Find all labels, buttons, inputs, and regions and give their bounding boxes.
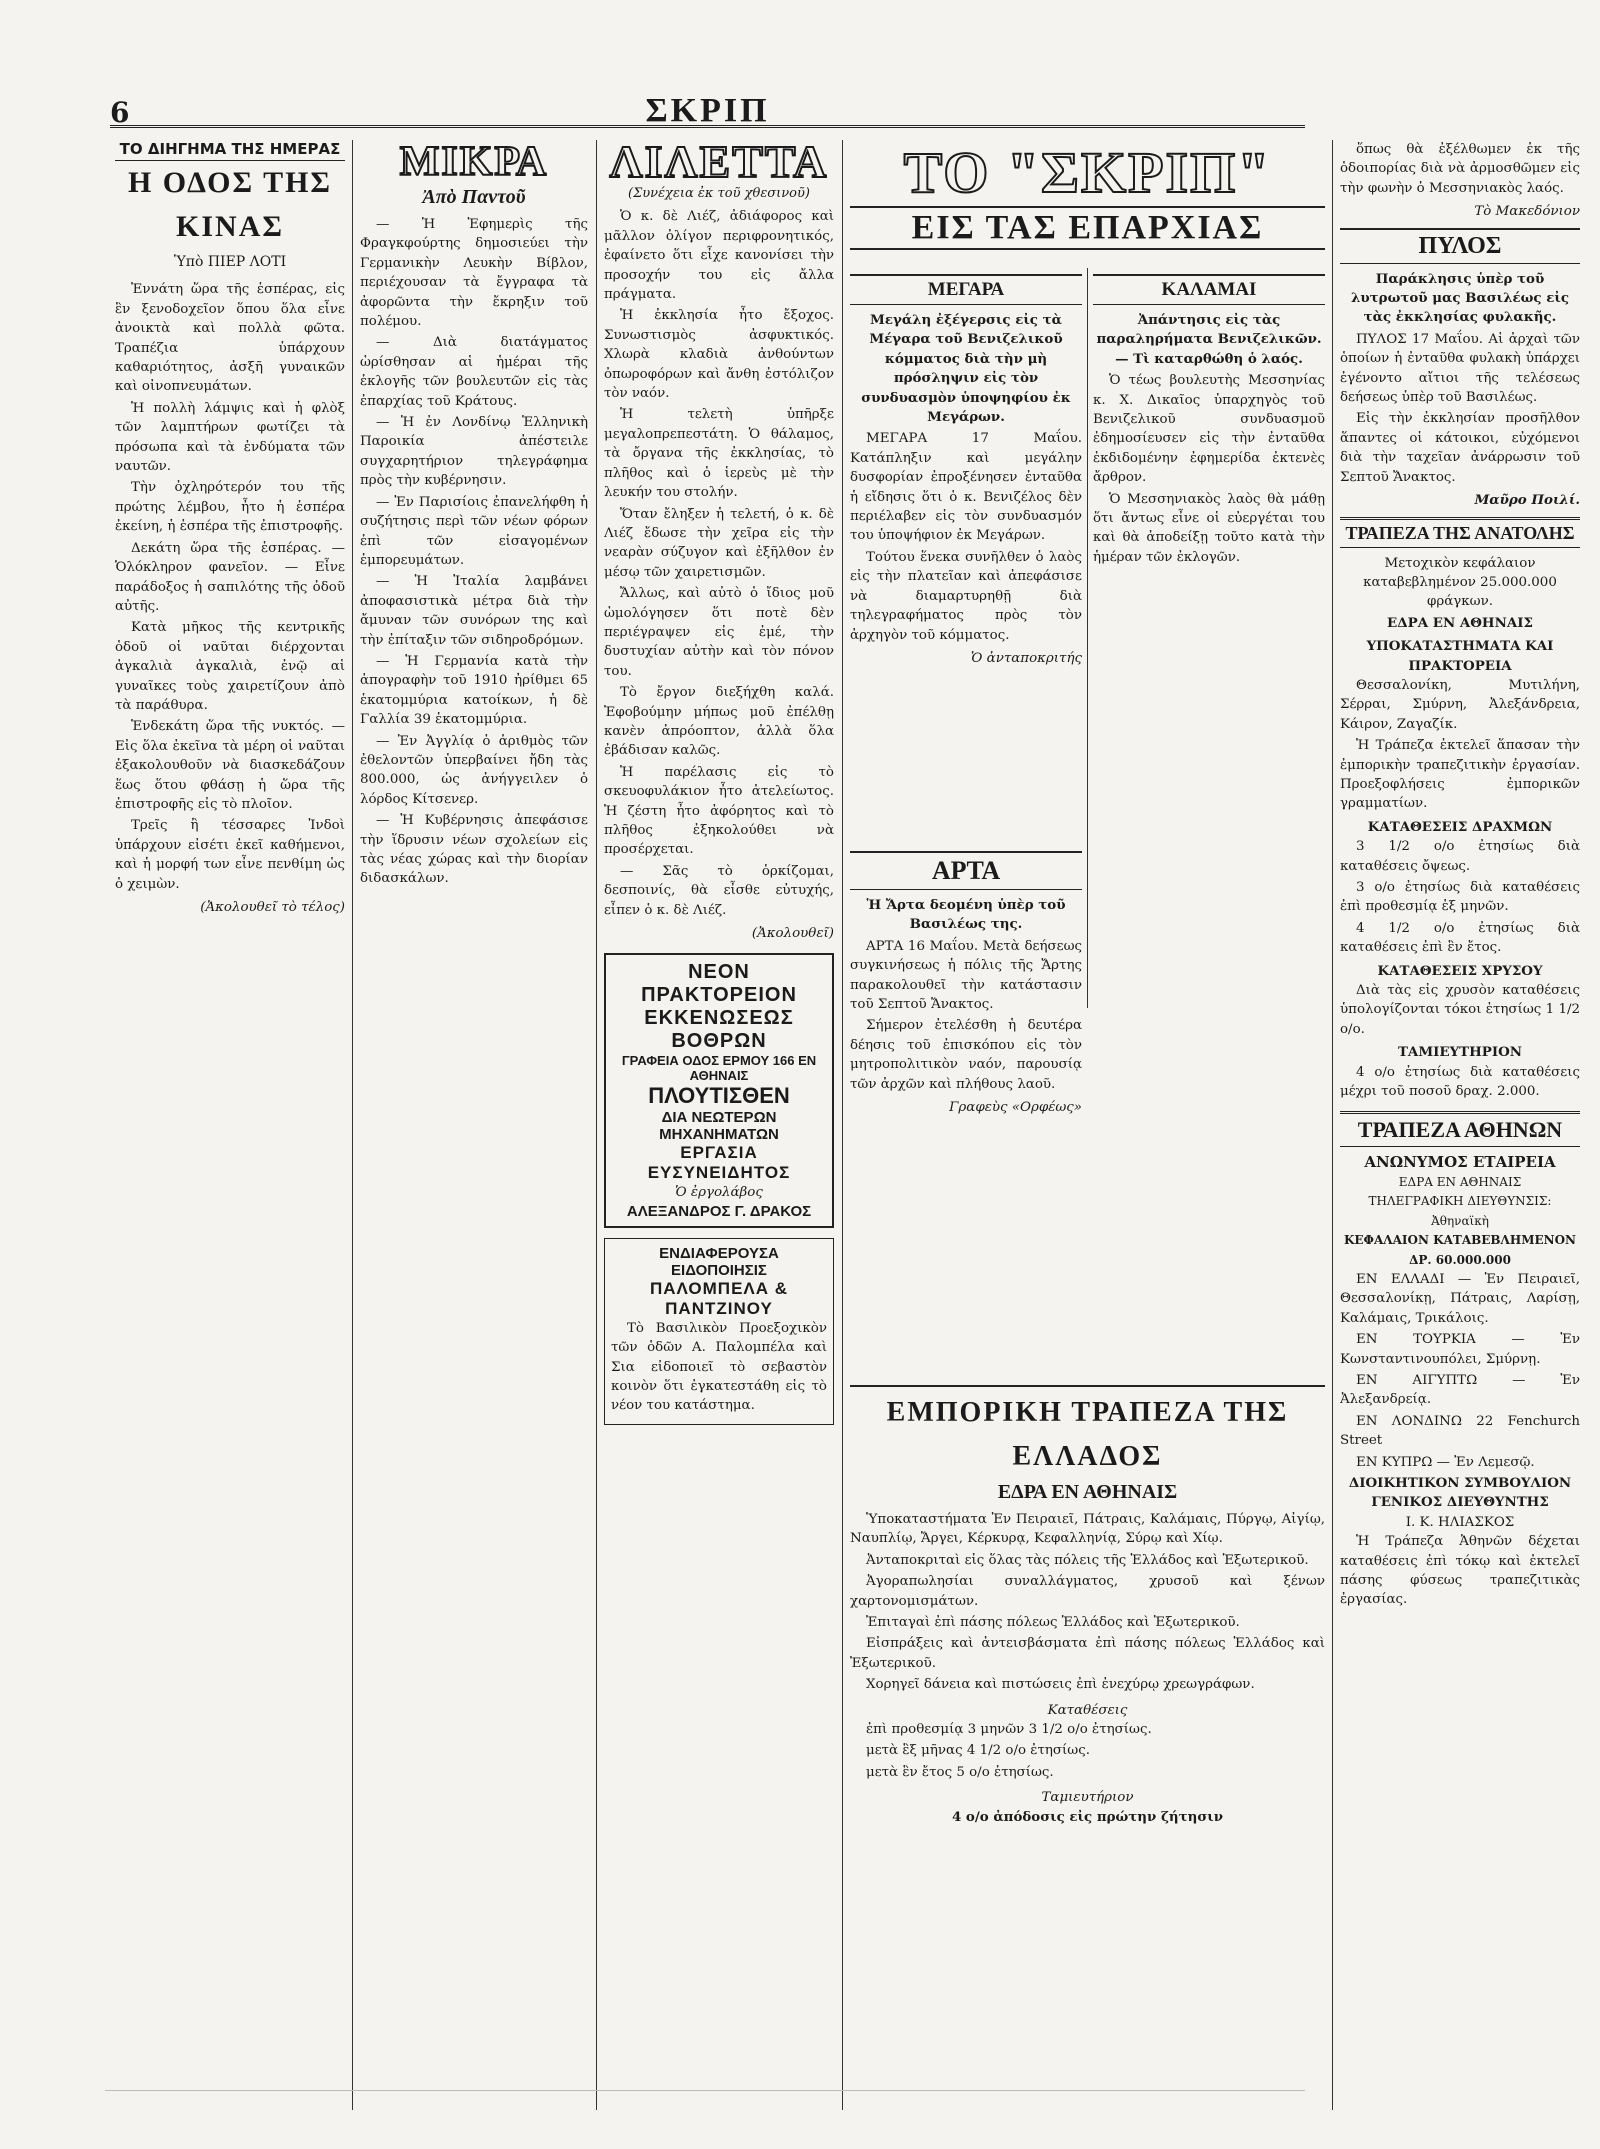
commercial-bank-savings: 4 ο/ο ἀπόδοσις εἰς πρώτην ζήτησιν (951, 1808, 1224, 1825)
notice-ad-text: Τὸ Βασιλικὸν Προεξοχικὸν τῶν ὁδῶν Α. Παλομπέλα καὶ Σια εἰδοποιεῖ τὸ σεβαστὸν κοινὸν ὅτι ἐγκατεστάθη εἰς τὸ νέον του κατάστημα. (611, 1320, 827, 1414)
commercial-bank-subtitle: ΕΔΡΑ ΕΝ ΑΘΗΝΑΙΣ (997, 1481, 1178, 1503)
east-bank-gold-title: ΚΑΤΑΘΕΣΕΙΣ ΧΡΥΣΟΥ (1377, 962, 1543, 979)
arta-paragraph: Σήμερον ἐτελέσθη ἡ δευτέρα δέησις τοῦ ἐπισκόπου εἰς τὸν μητροπολιτικὸν ναόν, παρουσίᾳ τῶν ἀρχῶν καὶ πλήθους λαοῦ. (850, 1018, 1082, 1092)
pylos-summary: Παράκλησις ὑπὲρ τοῦ λυτρωτοῦ μας Βασιλέως εἰς τὰς ἐκκλησίας φυλακῆς. (1350, 270, 1569, 326)
brief-item: — Διὰ διατάγματος ὡρίσθησαν αἱ ἡμέραι τῆς ἐκλογῆς τῶν βουλευτῶν εἰς τὰς ἐπαρχίας τοῦ Κράτους. (360, 335, 588, 409)
column-rule (842, 140, 843, 2110)
arta-summary: Ἡ Ἄρτα δεομένη ὑπὲρ τοῦ Βασιλέως της. (866, 897, 1066, 933)
serial-paragraph: Ἡ ἐκκλησία ἦτο ἔξοχος. Συνωστισμὸς ἀσφυκτικός. Χλωρὰ κλαδιὰ ἀνθούντων ὀπωροφόρων καὶ ἄνθη ἐστόλιζον τὸν ναόν. (604, 308, 834, 402)
story-paragraph: Ἡ πολλὴ λάμψις καὶ ἡ φλὸξ τῶν λαμπτήρων φωτίζει τὰ πρόσωπα καὶ τὰ ἐνδύματα τῶν ναυτῶν. (115, 400, 345, 475)
story-body (115, 280, 345, 894)
commercial-bank-savings-title: Ταμιευτήριον (1041, 1790, 1134, 1806)
serial-paragraph: Ἡ παρέλασις εἰς τὸ σκευοφυλάκιον ἦτο ἀτελείωτος. Ἡ ζέστη ἦτο ἀφόρητος καὶ τὸ πλῆθος ἐξηκολούθει νὰ προσέρχεται. (604, 764, 834, 858)
commercial-bank-line: Ἐπιταγαὶ ἐπὶ πάσης πόλεως Ἑλλάδος καὶ Ἐξωτερικοῦ. (866, 1615, 1240, 1631)
athens-bank-branch: ΕΝ ΑΙΓΥΠΤΩ — Ἐν Ἀλεξανδρείᾳ. (1340, 1372, 1580, 1408)
provinces-banner-headline: ΤΟ "ΣΚΡΙΠ" (903, 140, 1272, 205)
column-rule (1087, 268, 1088, 1008)
story-continued: (Ἀκολουθεῖ τὸ τέλος) (200, 900, 345, 915)
commercial-bank-deposits-title: Καταθέσεις (1047, 1702, 1128, 1718)
brief-item: — Ἐν Παρισίοις ἐπανελήφθη ἡ συζήτησις περὶ τῶν νέων φόρων ἐπὶ τῶν εἰσαγομένων ἐμπορευμάτων. (360, 494, 588, 568)
commercial-bank-line: Ἀνταποκριταὶ εἰς ὅλας τὰς πόλεις τῆς Ἑλλάδος καὶ Ἐξωτερικοῦ. (866, 1552, 1309, 1568)
kalamai-title: ΚΑΛΑΜΑΙ (1093, 274, 1325, 305)
serial-paragraph: Τὸ ἔργον διεξήχθη καλά. Ἐφοβούμην μήπως μοῦ ἐπέλθῃ κανὲν ἀπρόοπτον, ἀλλὰ ὅλα ἐβάδισαν καλῶς. (604, 685, 834, 759)
east-bank-deposit: 3 1/2 ο/ο ἐτησίως διὰ καταθέσεις ὄψεως. (1340, 839, 1580, 874)
athens-bank-board-title: ΔΙΟΙΚΗΤΙΚΟΝ ΣΥΜΒΟΥΛΙΟΝ (1348, 1474, 1572, 1491)
athens-bank-branch: ΕΝ ΤΟΥΡΚΙΑ — Ἐν Κωνσταντινουπόλει, Σμύρνῃ. (1340, 1332, 1580, 1367)
athens-bank-capital: ΚΕΦΑΛΑΙΟΝ ΚΑΤΑΒΕΒΛΗΜΕΝΟΝ ΔΡ. 60.000.000 (1343, 1233, 1577, 1267)
athens-bank-director: Ι. Κ. ΗΛΙΑΣΚΟΣ (1405, 1514, 1515, 1530)
masthead (110, 92, 1305, 128)
megara-title: ΜΕΓΑΡΑ (850, 274, 1082, 305)
east-bank-text: Ἡ Τράπεζα ἐκτελεῖ ἅπασαν τὴν ἐμπορικὴν τραπεζιτικὴν ἐργασίαν. Προεξοφλήσεις ἐμπορικῶν γραμματίων. (1340, 738, 1580, 812)
provinces-banner (850, 140, 1325, 260)
briefs-subhead: Ἀπὸ Παντοῦ (422, 186, 526, 208)
serial-continued: (Ἀκολουθεῖ) (751, 926, 834, 942)
column-rule (596, 140, 597, 2110)
brief-item: — Ἡ Γερμανία κατὰ τὴν ἀπογραφὴν τοῦ 1910 ἠρίθμει 65 ἑκατομμύρια κατοίκων, ἡ δὲ Γαλλία 39 ἑκατομμύρια. (360, 653, 588, 728)
athens-bank-seat: ΕΔΡΑ ΕΝ ΑΘΗΝΑΙΣ (1398, 1174, 1522, 1189)
story-kicker: ΤΟ ΔΙΗΓΗΜΑ ΤΗΣ ΗΜΕΡΑΣ (115, 140, 345, 161)
column-serial (604, 140, 834, 2120)
story-paragraph: Ἐννάτη ὥρα τῆς ἑσπέρας, εἰς ἓν ξενοδοχεῖον ὅπου ὅλα εἶνε ἀνοικτὰ καὶ πολλὰ φῶτα. Τραπέζια ὑπάρχουν καθαριότητος, ἀσξῆ γυναικῶν καὶ οἰνοπνευμάτων. (115, 282, 345, 395)
east-bank-branches: Θεσσαλονίκη, Μυτιλήνη, Σέρραι, Σμύρνη, Ἀλεξάνδρεια, Κάιρον, Ζαγαζίκ. (1340, 677, 1580, 732)
page-number: 6 (110, 96, 130, 129)
sewage-ad-line: Ὁ ἐργολάβος (675, 1185, 763, 1201)
arta-title: ΑΡΤΑ (850, 851, 1082, 890)
story-headline: Η ΟΔΟΣ ΤΗΣ ΚΙΝΑΣ (127, 166, 333, 243)
brief-item: — Ἡ ἐν Λονδίνῳ Ἑλληνικὴ Παροικία ἀπέστειλε συγχαρητήριον τηλεγράφημα πρὸς τὴν κυβέρνησιν. (360, 415, 588, 489)
megara-signature: Ὁ ἀνταποκριτής (970, 650, 1082, 666)
serial-subhead: (Συνέχεια ἐκ τοῦ χθεσινοῦ) (628, 186, 810, 201)
athens-bank-branch: ΕΝ ΚΥΠΡΩ — Ἐν Λεμεσῷ. (1356, 1454, 1535, 1470)
pylos-paragraph: ΠΥΛΟΣ 17 Μαΐου. Αἱ ἀρχαὶ τῶν ὁποίων ἡ ἐνταῦθα φυλακὴ ὑπάρχει ἐγένοντο αἴτιοι τῆς τελέσεως δεήσεως ὑπὲρ τοῦ Βασιλέως. (1340, 331, 1580, 406)
east-bank-capital: Μετοχικὸν κεφάλαιον καταβεβλημένον 25.000.000 φράγκων. (1363, 555, 1557, 610)
east-bank-deposits-title: ΚΑΤΑΘΕΣΕΙΣ ΔΡΑΧΜΩΝ (1367, 818, 1553, 835)
megara-section (850, 268, 1082, 838)
sewage-ad-line: ΝΕΟΝ ΠΡΑΚΤΟΡΕΙΟΝ (641, 961, 797, 1007)
column-right (1340, 140, 1580, 2120)
athens-bank-director-title: ΓΕΝΙΚΟΣ ΔΙΕΥΘΥΝΤΗΣ (1371, 1494, 1549, 1511)
serial-headline: ΛΙΛΕΤΤΑ (609, 140, 829, 187)
sewage-ad-line: ΓΡΑΦΕΙΑ ΟΔΟΣ ΕΡΜΟΥ 166 ΕΝ ΑΘΗΝΑΙΣ (621, 1053, 817, 1084)
sewage-ad (604, 953, 834, 1227)
brief-item: — Ἡ Κυβέρνησις ἀπεφάσισε τὴν ἵδρυσιν νέων σχολείων εἰς τὰς νέας χώρας καὶ τὴν διορίαν διδασκάλων. (360, 813, 588, 887)
paper-name: ΣΚΡΙΠ (645, 92, 770, 129)
arta-section (850, 845, 1082, 1375)
story-paragraph: Τὴν ὀχληρότερόν του τῆς πρώτης λέμβου, ἦτο ἡ ἑσπέρα ἐκείνη, ἡ ἑσπέρα τῆς ἐπιστροφῆς. (115, 480, 345, 535)
provinces-banner-sub: ΕΙΣ ΤΑΣ ΕΠΑΡΧΙΑΣ (850, 206, 1325, 250)
pylos-signature: Μαῦρο Ποιλί. (1474, 492, 1580, 509)
east-bank-deposit: 3 ο/ο ἐτησίως διὰ καταθέσεις ἐπὶ προθεσμίᾳ ἑξ μηνῶν. (1340, 880, 1580, 915)
sewage-ad-line: ΠΛΟΥΤΙΣΘΕΝ (648, 1083, 790, 1109)
right-top-signature: Τὸ Μακεδόνιον (1474, 204, 1580, 220)
page-edge (105, 2090, 1305, 2091)
kalamai-section (1093, 268, 1325, 1008)
column-rule (352, 140, 353, 2110)
serial-paragraph: Ὅταν ἔληξεν ἡ τελετή, ὁ κ. δὲ Λιέζ ἔδωσε τὴν χεῖρα εἰς τὴν νεαρὰν σύζυγον καὶ ἐξῆλθον ἐν μέσῳ τῶν χαιρετισμῶν. (604, 506, 834, 580)
story-byline: Ὑπὸ ΠΙΕΡ ΛΟΤΙ (173, 254, 287, 270)
east-bank-title: ΤΡΑΠΕΖΑ ΤΗΣ ΑΝΑΤΟΛΗΣ (1340, 517, 1580, 548)
athens-bank-text: Ἡ Τράπεζα Ἀθηνῶν δέχεται καταθέσεις ἐπὶ τόκῳ καὶ ἐκτελεῖ πάσης φύσεως τραπεζιτικὰς ἐργασίας. (1340, 1534, 1580, 1608)
arta-paragraph: ΑΡΤΑ 16 Μαΐου. Μετὰ δεήσεως συγκινήσεως ἡ πόλις τῆς Ἄρτης παρακολουθεῖ τὴν κατάστασιν τοῦ Σεπτοῦ Ἄνακτος. (850, 938, 1082, 1013)
brief-item: — Ἡ Ἰταλία λαμβάνει ἀποφασιστικὰ μέτρα διὰ τὴν ἄμυναν τῶν συνόρων της καὶ τὴν ἐπίταξιν τῶν σιδηροδρόμων. (360, 574, 588, 648)
commercial-bank-ad (850, 1385, 1325, 2115)
notice-ad-name: ΠΑΛΟΜΠΕΛΑ & ΠΑΝΤΖΙΝΟΥ (649, 1278, 789, 1318)
east-bank-gold: Διὰ τὰς εἰς χρυσὸν καταθέσεις ὑπολογίζονται τόκοι ἐτησίως 1 1/2 ο/ο. (1340, 983, 1580, 1037)
column-story (115, 140, 345, 2120)
kalamai-paragraph: Ὁ τέως βουλευτὴς Μεσσηνίας κ. Χ. Δικαῖος ὑπαρχηγὸς τοῦ Βενιζελικοῦ συνδυασμοῦ ἐδημοσίευσεν εἰς τὴν ἐνταῦθα ἐκδιδομένην ἐφημερίδα ἐκτενὲς ἄρθρον. (1093, 373, 1325, 486)
commercial-bank-deposit: μετὰ ἓν ἔτος 5 ο/ο ἐτησίως. (866, 1764, 1054, 1780)
column-briefs (360, 140, 588, 2120)
story-paragraph: Κατὰ μῆκος τῆς κεντρικῆς ὁδοῦ οἱ ναῦται διέρχονται ἀγκαλιὰ ἀγκαλιὰ, ἐνῷ αἱ γυναῖκες τοὺς χαιρετίζουν ἀπὸ τὰ παράθυρα. (115, 620, 345, 713)
athens-bank-telegraph: ΤΗΛΕΓΡΑΦΙΚΗ ΔΙΕΥΘΥΝΣΙΣ: Ἀθηναϊκὴ (1368, 1194, 1552, 1228)
east-bank-savings-title: ΤΑΜΙΕΥΤΗΡΙΟΝ (1397, 1044, 1523, 1061)
sewage-ad-line: ΔΙΑ ΝΕΩΤΕΡΩΝ ΜΗΧΑΝΗΜΑΤΩΝ (659, 1109, 779, 1144)
east-bank-savings: 4 ο/ο ἐτησίως διὰ καταθέσεις μέχρι τοῦ ποσοῦ δραχ. 2.000. (1340, 1064, 1580, 1100)
briefs-headline: ΜΙΚΡΑ (399, 140, 549, 185)
commercial-bank-deposit: μετὰ ἓξ μῆνας 4 1/2 ο/ο ἐτησίως. (866, 1743, 1090, 1759)
sewage-ad-line: ΕΚΚΕΝΩΣΕΩΣ ΒΟΘΡΩΝ (644, 1007, 794, 1053)
serial-paragraph: Ἄλλως, καὶ αὐτὸ ὁ ἴδιος μοῦ ὡμολόγησεν ὅτι ποτὲ δὲν περιέγραψεν εἰς ἐμέ, τὴν δυστυχίαν αὐτὴν καὶ τὸν πόνον του. (604, 586, 834, 679)
athens-bank-branch: ΕΝ ΛΟΝΔΙΝΩ 22 Fenchurch Street (1340, 1413, 1580, 1449)
east-bank-branches-title: ΥΠΟΚΑΤΑΣΤΗΜΑΤΑ ΚΑΙ ΠΡΑΚΤΟΡΕΙΑ (1366, 638, 1554, 674)
megara-summary: Μεγάλη ἐξέγερσις εἰς τὰ Μέγαρα τοῦ Βενιζελικοῦ κόμματος διὰ τὴν μὴ πρόσληψιν εἰς τὸν συνδυασμὸν ὑποψηφίου ἐκ Μεγάρων. (861, 312, 1071, 426)
athens-bank-subtitle: ΑΝΩΝΥΜΟΣ ΕΤΑΙΡΕΙΑ (1364, 1153, 1556, 1172)
notice-ad-title: ΕΝΔΙΑΦΕΡΟΥΣΑ ΕΙΔΟΠΟΙΗΣΙΣ (659, 1244, 779, 1279)
story-paragraph: Τρεῖς ἢ τέσσαρες Ἰνδοὶ ὑπάρχουν εἰσέτι ἐκεῖ καθήμενοι, καὶ ἡ μορφή των εἶνε πενθίμη ὡς ὁ χειμὼν. (115, 818, 345, 892)
serial-paragraph: Ὁ κ. δὲ Λιέζ, ἀδιάφορος καὶ μᾶλλον ὀλίγον περιφρονητικός, ἐφαίνετο ὅτι εἶχε κανονίσει τὴν προσοχήν του εἰς ἄλλα πράγματα. (604, 209, 834, 303)
sewage-ad-line: ΕΡΓΑΣΙΑ ΕΥΣΥΝΕΙΔΗΤΟΣ (647, 1143, 791, 1183)
megara-paragraph: ΜΕΓΑΡΑ 17 Μαΐου. Κατάπληξιν καὶ μεγάλην δυσφορίαν ἐπροξένησεν ἐνταῦθα ἡ εἴδησις ὅτι ὁ κ. Βενιζέλος δὲν περιέλαβεν εἰς τὸν συνδυασμόν του ὑποψήφιον ἐκ Μεγάρων. (850, 431, 1082, 544)
arta-signature: Γραφεὺς «Ορφέως» (949, 1100, 1082, 1116)
commercial-bank-line: Ὑποκαταστήματα Ἐν Πειραιεῖ, Πάτραις, Καλάμαις, Πύργῳ, Αἰγίῳ, Ναυπλίῳ, Ἄργει, Κέρκυρᾳ, Κεφαλληνίᾳ, Σύρῳ καὶ Χίῳ. (850, 1512, 1325, 1547)
right-top-paragraph: ὅπως θὰ ἐξέλθωμεν ἐκ τῆς ὁδοιπορίας διὰ νὰ ἀρμοσθῶμεν εἰς τὴν φωνὴν ὁ Μεσσηνιακὸς λαός. (1340, 142, 1580, 196)
pylos-paragraph: Εἰς τὴν ἐκκλησίαν προσῆλθον ἅπαντες οἱ κάτοικοι, εὐχόμενοι διὰ τὴν ταχεῖαν ἀνάρρωσιν τοῦ Σεπτοῦ Ἄνακτος. (1340, 411, 1580, 485)
east-bank-seat: ΕΔΡΑ ΕΝ ΑΘΗΝΑΙΣ (1387, 614, 1533, 631)
serial-paragraph: — Σᾶς τὸ ὁρκίζομαι, δεσποινίς, θὰ εἶσθε εὐτυχής, εἶπεν ὁ κ. δὲ Λιέζ. (604, 863, 834, 918)
east-bank-deposit: 4 1/2 ο/ο ἐτησίως διὰ καταθέσεις ἐπὶ ἓν ἔτος. (1340, 920, 1580, 956)
kalamai-paragraph: Ὁ Μεσσηνιακὸς λαὸς θὰ μάθῃ ὅτι ἄντως εἶνε οἱ εὐεργέται του καὶ θὰ ἀποδείξῃ τοῦτο κατὰ τὴν ἡμέραν τῶν ἐκλογῶν. (1093, 491, 1325, 565)
commercial-bank-line: Χορηγεῖ δάνεια καὶ πιστώσεις ἐπὶ ἐνεχύρῳ χρεωγράφων. (866, 1677, 1255, 1693)
sewage-ad-line: ΑΛΕΞΑΝΔΡΟΣ Γ. ΔΡΑΚΟΣ (626, 1202, 812, 1220)
pylos-title: ΠΥΛΟΣ (1340, 228, 1580, 264)
kalamai-summary: Ἀπάντησις εἰς τὰς παραληρήματα Βενιζελικῶν. — Τὶ καταρθώθη ὁ λαός. (1096, 312, 1322, 367)
serial-paragraph: Ἡ τελετὴ ὑπῆρξε μεγαλοπρεπεστάτη. Ὁ θάλαμος, τὰ ὄργανα τῆς ἐκκλησίας, τὸ πλῆθος καὶ ὁ ἱερεὺς μὲ τὴν λευκήν του στολήν. (604, 407, 834, 501)
story-paragraph: Ἑνδεκάτη ὥρα τῆς νυκτός. — Εἰς ὅλα ἐκεῖνα τὰ μέρη οἱ ναῦται ἐξακολουθοῦν νὰ διασκεδάζουν ἕως ὅτου φθάσῃ ἡ ὥρα τῆς ἐπιστροφῆς εἰς τὸ πλοῖον. (115, 719, 345, 812)
megara-paragraph: Τούτου ἕνεκα συνῆλθεν ὁ λαὸς εἰς τὴν πλατεῖαν καὶ ἀπεφάσισε νὰ διαμαρτυρηθῇ διὰ τηλεγραφήματος πρὸς τὸν ἀρχηγὸν τοῦ κόμματος. (850, 549, 1082, 643)
athens-bank-branch: ΕΝ ΕΛΛΑΔΙ — Ἐν Πειραιεῖ, Θεσσαλονίκῃ, Πάτραις, Λαρίσῃ, Καλάμαις, Τρικάλοις. (1340, 1271, 1580, 1326)
athens-bank-title: ΤΡΑΠΕΖΑ ΑΘΗΝΩΝ (1340, 1111, 1580, 1147)
brief-item: — Ἐν Ἀγγλίᾳ ὁ ἀριθμὸς τῶν ἐθελοντῶν ὑπερβαίνει ἤδη τὰς 800.000, ὡς ἀνήγγειλεν ὁ λόρδος Κίτσενερ. (360, 733, 588, 807)
commercial-bank-deposit: ἐπὶ προθεσμίᾳ 3 μηνῶν 3 1/2 ο/ο ἐτησίως. (866, 1722, 1152, 1738)
commercial-bank-line: Ἀγοραπωλησίαι συναλλάγματος, χρυσοῦ καὶ ξένων χαρτονομισμάτων. (850, 1574, 1325, 1609)
column-rule (1332, 140, 1333, 2110)
brief-item: — Ἡ Ἐφημερὶς τῆς Φραγκφούρτης δημοσιεύει τὴν Γερμανικὴν Λευκὴν Βίβλον, περιέχουσαν τὰ ἔγγραφα τὰ ἀφορῶντα τὴν ἔκρηξιν τοῦ πολέμου. (360, 217, 588, 330)
story-paragraph: Δεκάτη ὥρα τῆς ἑσπέρας. — Ὁλόκληρον φανεῖον. — Εἶνε παράδοξος ἡ σαπιλότης τῆς ὀδοῦ αὐτῆς. (115, 540, 345, 614)
commercial-bank-line: Εἰσπράξεις καὶ ἀντεισβάσματα ἐπὶ πάσης πόλεως Ἑλλάδος καὶ Ἐξωτερικοῦ. (850, 1636, 1325, 1671)
notice-ad (604, 1238, 834, 1425)
commercial-bank-title: ΕΜΠΟΡΙΚΗ ΤΡΑΠΕΖΑ ΤΗΣ ΕΛΛΑΔΟΣ (850, 1385, 1325, 1479)
